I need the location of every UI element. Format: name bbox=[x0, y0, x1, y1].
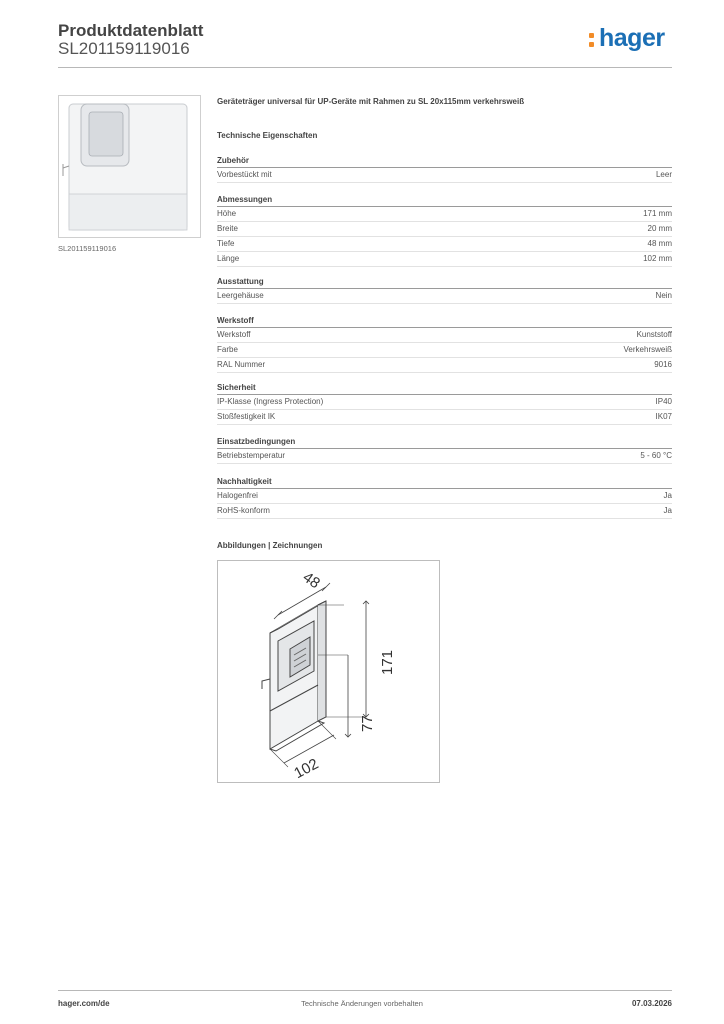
group-title: Sicherheit bbox=[217, 382, 672, 395]
table-row bbox=[217, 168, 672, 183]
properties-title: Technische Eigenschaften bbox=[217, 131, 318, 140]
group-abmessungen bbox=[217, 194, 672, 267]
hager-logo[interactable] bbox=[586, 24, 676, 57]
row-label: IP-Klasse (Ingress Protection) bbox=[217, 397, 324, 406]
dim-lower-label: 77 bbox=[359, 715, 376, 732]
group-title: Werkstoff bbox=[217, 315, 672, 328]
row-label: Länge bbox=[217, 254, 240, 263]
group-title: Nachhaltigkeit bbox=[217, 476, 672, 489]
group-title: Einsatzbedingungen bbox=[217, 436, 672, 449]
product-description: Geräteträger universal für UP-Geräte mit Rahmen zu SL 20x115mm verkehrsweiß bbox=[217, 97, 525, 106]
row-value: 102 mm bbox=[643, 254, 672, 263]
table-row bbox=[217, 395, 672, 410]
table-row bbox=[217, 358, 672, 373]
logo-text: hager bbox=[599, 24, 665, 52]
row-label: RoHS-konform bbox=[217, 506, 270, 515]
table-row bbox=[217, 489, 672, 504]
logo-dot-upper bbox=[589, 33, 594, 38]
dim-length-label: 102 bbox=[291, 755, 322, 782]
row-value: 48 mm bbox=[647, 239, 672, 248]
table-row bbox=[217, 252, 672, 267]
group-sicherheit bbox=[217, 382, 672, 425]
footer-website-link[interactable]: hager.com/de bbox=[58, 999, 110, 1008]
row-label: Tiefe bbox=[217, 239, 235, 248]
row-value: Ja bbox=[663, 506, 672, 515]
footer-date: 07.03.2026 bbox=[631, 999, 672, 1008]
row-label: RAL Nummer bbox=[217, 360, 266, 369]
group-ausstattung bbox=[217, 276, 672, 304]
photo-caption: SL201159119016 bbox=[58, 244, 117, 253]
table-row bbox=[217, 222, 672, 237]
table-row bbox=[217, 410, 672, 425]
dimension-drawing-svg bbox=[218, 561, 439, 782]
row-value: Leer bbox=[655, 170, 672, 179]
header-divider bbox=[58, 67, 672, 68]
group-werkstoff bbox=[217, 315, 672, 373]
group-zubehoer bbox=[217, 155, 672, 183]
row-label: Werkstoff bbox=[217, 330, 251, 339]
row-label: Höhe bbox=[217, 209, 237, 218]
group-einsatzbedingungen bbox=[217, 436, 672, 464]
row-label: Stoßfestigkeit IK bbox=[217, 412, 276, 421]
logo-dot-lower bbox=[589, 42, 594, 47]
table-row bbox=[217, 207, 672, 222]
footer-note: Technische Änderungen vorbehalten bbox=[301, 999, 423, 1008]
table-row bbox=[217, 343, 672, 358]
row-label: Breite bbox=[217, 224, 238, 233]
table-row bbox=[217, 504, 672, 519]
group-nachhaltigkeit bbox=[217, 476, 672, 519]
row-value: IP40 bbox=[655, 397, 672, 406]
row-value: Kunststoff bbox=[636, 330, 672, 339]
table-row bbox=[217, 237, 672, 252]
row-value: 9016 bbox=[654, 360, 672, 369]
row-label: Farbe bbox=[217, 345, 238, 354]
dim-depth-label: 48 bbox=[299, 568, 324, 593]
product-photo bbox=[58, 95, 201, 238]
row-label: Betriebstemperatur bbox=[217, 451, 286, 460]
table-row bbox=[217, 289, 672, 304]
dimension-drawing bbox=[217, 560, 440, 783]
row-value: Ja bbox=[663, 491, 672, 500]
header-title: Produktdatenblatt bbox=[58, 21, 204, 40]
row-label: Leergehäuse bbox=[217, 291, 264, 300]
row-label: Vorbestückt mit bbox=[217, 170, 272, 179]
product-image bbox=[59, 96, 200, 237]
header-sku: SL201159119016 bbox=[58, 39, 190, 58]
group-title: Zubehör bbox=[217, 155, 672, 168]
row-value: Nein bbox=[655, 291, 672, 300]
table-row bbox=[217, 449, 672, 464]
row-value: 20 mm bbox=[647, 224, 672, 233]
group-title: Abmessungen bbox=[217, 194, 672, 207]
row-label: Halogenfrei bbox=[217, 491, 258, 500]
group-title: Ausstattung bbox=[217, 276, 672, 289]
table-row bbox=[217, 328, 672, 343]
row-value: IK07 bbox=[655, 412, 672, 421]
dim-height-label: 171 bbox=[379, 649, 396, 675]
row-value: 171 mm bbox=[643, 209, 672, 218]
row-value: Verkehrsweiß bbox=[623, 345, 672, 354]
row-value: 5 - 60 °C bbox=[640, 451, 672, 460]
drawings-title: Abbildungen | Zeichnungen bbox=[217, 541, 323, 550]
footer-divider bbox=[58, 990, 672, 991]
